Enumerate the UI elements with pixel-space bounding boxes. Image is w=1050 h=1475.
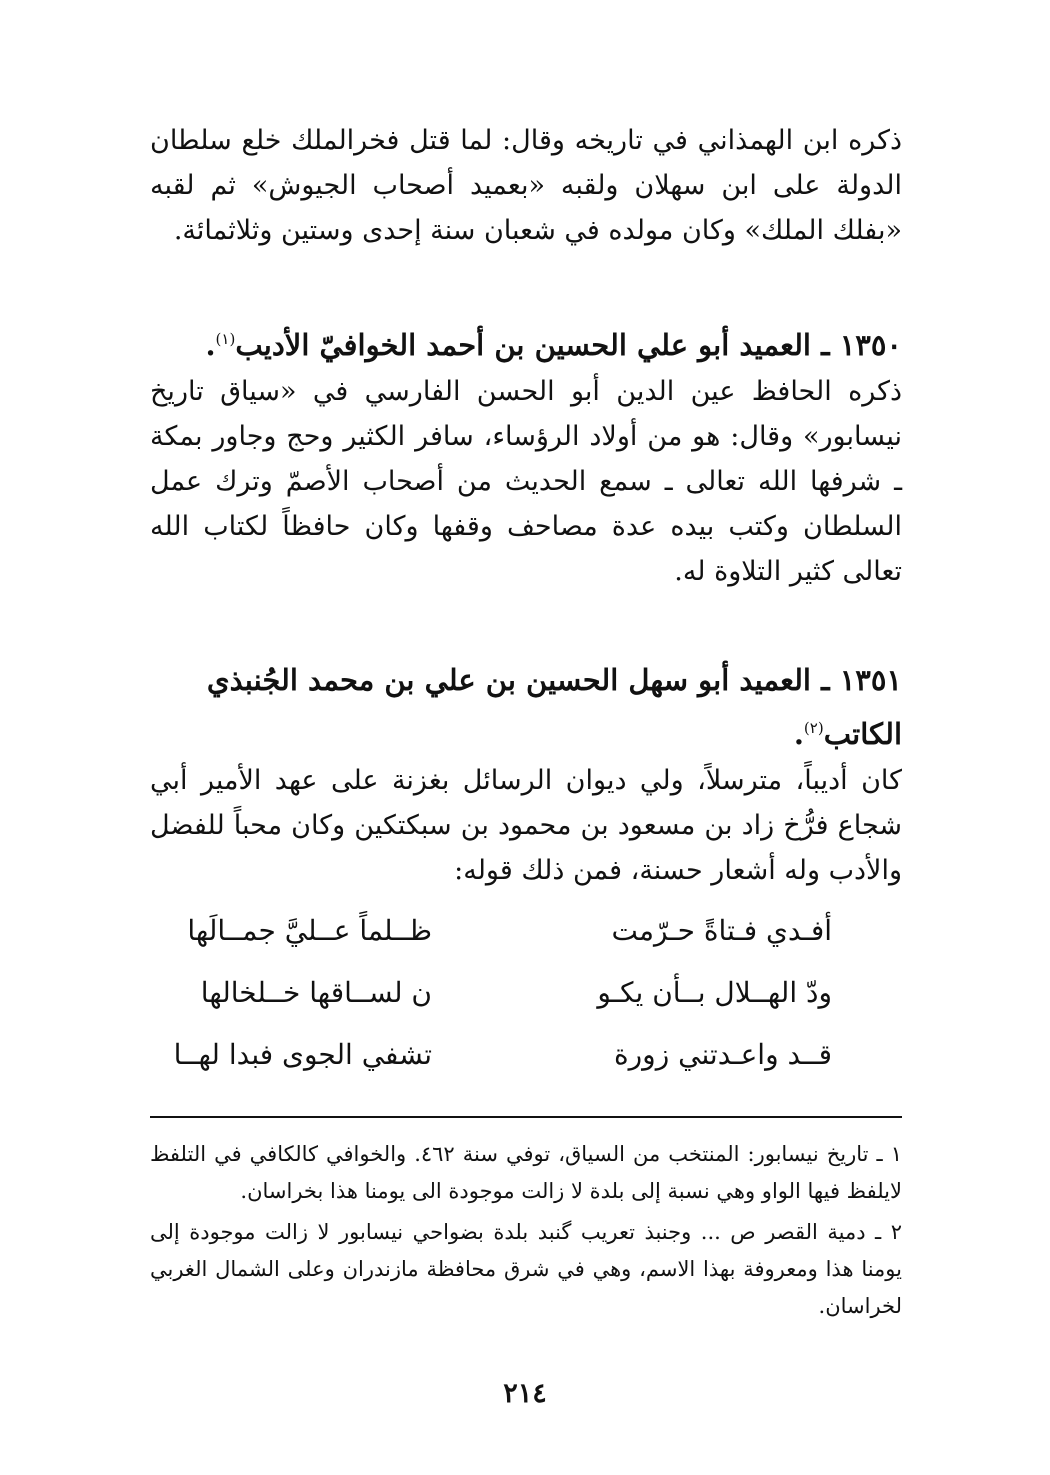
verse-first-hemistich: قــد واعـدتني زورة [613, 1037, 832, 1071]
poem [150, 899, 902, 1085]
footnote-ref: (١) [215, 330, 236, 348]
entry-title-text: ـ العميد أبو سهل الحسين بن علي بن محمد الجُنبذي الكاتب [206, 663, 902, 751]
verse-line [150, 1023, 902, 1085]
verse-line [150, 961, 902, 1023]
entry-number: ١٣٥٠ [839, 328, 902, 362]
main-text-block [150, 118, 902, 1085]
entry-heading-1350 [150, 315, 902, 369]
spacer [150, 594, 902, 656]
entry-title-end: . [205, 328, 216, 362]
verse-line [150, 899, 902, 961]
entry-title-text: ـ العميد أبو علي الحسين بن أحمد الخوافيّ الأديب [235, 328, 830, 362]
entry-heading-1351 [150, 656, 902, 758]
footnote-1: ١ ـ تاريخ نيسابور: المنتخب من السياق، توفي سنة ٤٦٢. والخوافي كالكافي في التلفظ لايلفظ فيها الواو وهي نسبة إلى بلدة لا زالت موجودة الى يومنا هذا بخراسان. [150, 1142, 903, 1203]
spacer [150, 253, 902, 315]
verse-second-hemistich: تشفي الجوى فبدا لهــا [173, 1037, 432, 1071]
verse-first-hemistich: أفـدي فـتاةً حـرّمت [611, 913, 832, 947]
footnote-2: ٢ ـ دمية القصر ص ... وجنبذ تعريب گنبد بلدة بضواحي نيسابور لا زالت موجودة إلى يومنا هذا ومعروفة بهذا الاسم، وهي في شرق محافظة مازندران وعلى الشمال الغربي لخراسان. [150, 1220, 902, 1318]
page-number: ٢١٤ [503, 1378, 547, 1409]
verse-first-hemistich: ودّ الهــلال بــأن يكـو [597, 975, 832, 1009]
footnote-ref: (٢) [803, 719, 824, 737]
footnotes [150, 1136, 902, 1329]
verse-second-hemistich: ن لســاقها خــلخالها [200, 975, 432, 1009]
entry-body-1351: كان أديباً، مترسلاً، ولي ديوان الرسائل بغزنة على عهد الأمير أبي شجاع فرُّخ زاد بن مسعود بن محمود بن سبكتكين وكان محباً للفضل والأدب وله أشعار حسنة، فمن ذلك قوله: [150, 765, 902, 886]
footnote-divider [150, 1116, 902, 1118]
entry-title-end: . [793, 717, 804, 751]
entry-body-1350: ذكره الحافظ عين الدين أبو الحسن الفارسي في «سياق تاريخ نيسابور» وقال: هو من أولاد الرؤساء، سافر الكثير وحج وجاور بمكة ـ شرفها الله تعالى ـ سمع الحديث من أصحاب الأصمّ وترك عمل السلطان وكتب بيده عدة مصاحف وقفها وكان حافظاً لكتاب الله تعالى كثير التلاوة له. [150, 376, 903, 587]
verse-second-hemistich: ظــلماً عــليَّ جمــالَها [187, 913, 432, 947]
entry-number: ١٣٥١ [839, 663, 902, 697]
intro-paragraph: ذكره ابن الهمذاني في تاريخه وقال: لما قتل فخرالملك خلع سلطان الدولة على ابن سهلان ولقبه «بعميد أصحاب الجيوش» ثم لقبه «بفلك الملك» وكان مولده في شعبان سنة إحدى وستين وثلاثمائة. [150, 125, 902, 246]
